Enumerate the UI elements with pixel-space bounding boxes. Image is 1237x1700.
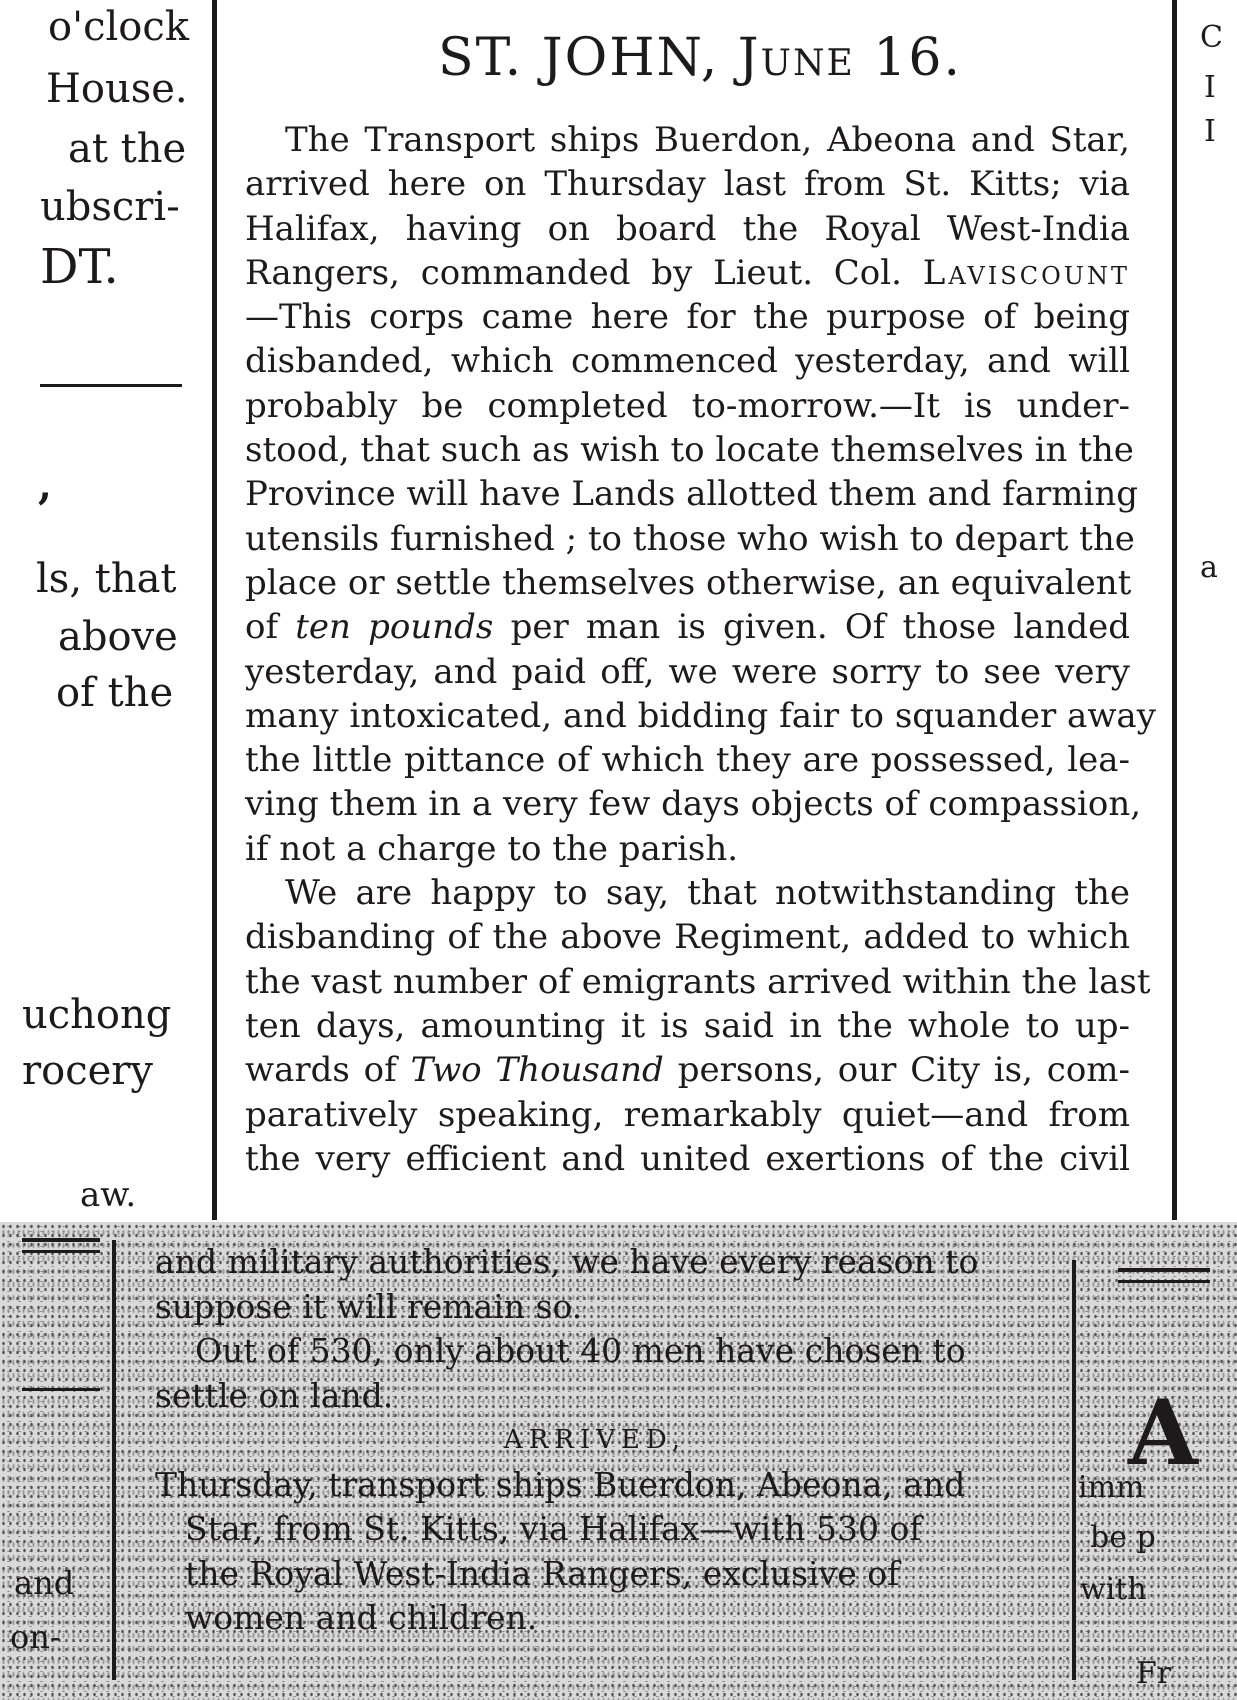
- lower-right-divider-2: [1118, 1280, 1210, 1283]
- text-line: arrived here on Thursday last from St. Kitts; via: [245, 164, 1130, 205]
- left-column-divider: [40, 384, 182, 387]
- text-line: [245, 1048, 1130, 1092]
- arrived-heading: ARRIVED,: [503, 1425, 687, 1455]
- left-fragment: rocery: [22, 1048, 153, 1094]
- left-fragment: DT.: [40, 239, 119, 295]
- lower-right-divider-1: [1118, 1268, 1210, 1272]
- text-line-segment: wards of: [245, 1050, 397, 1091]
- lower-left-divider-1: [22, 1238, 100, 1242]
- commander-name: Laviscount: [922, 252, 1130, 293]
- left-fragment: House.: [46, 66, 188, 112]
- left-fragment: and: [14, 1564, 75, 1602]
- two-thousand-italic: Two Thousand: [410, 1050, 664, 1091]
- text-line: many intoxicated, and bidding fair to squander away: [245, 695, 1156, 736]
- text-line: disbanded, which commenced yesterday, and will: [245, 341, 1130, 382]
- text-line: ving them in a very few days objects of compassion,: [245, 784, 1142, 825]
- text-line: Halifax, having on board the Royal West-India: [245, 208, 1130, 249]
- text-line: [245, 605, 1130, 649]
- left-fragment: o'clock: [48, 4, 189, 50]
- text-line: —This corps came here for the purpose of being: [245, 297, 1130, 338]
- text-line: disbanding of the above Regiment, added to which: [245, 917, 1130, 958]
- text-line: the Royal West-India Rangers, exclusive of: [185, 1553, 900, 1593]
- text-line: the vast number of emigrants arrived within the last: [245, 961, 1151, 1002]
- lower-left-divider-3: [22, 1388, 100, 1391]
- text-line: paratively speaking, remarkably quiet—and from: [245, 1094, 1130, 1135]
- left-fragment: ubscri-: [40, 184, 180, 230]
- text-line: utensils furnished ; to those who wish to depart the: [245, 518, 1135, 559]
- right-fragment: I: [1204, 70, 1216, 105]
- column-rule-right-lower: [1072, 1260, 1076, 1680]
- column-rule-left-lower: [112, 1240, 116, 1680]
- left-fragment: aw.: [80, 1175, 137, 1215]
- text-line: Out of 530, only about 40 men have chosen to: [195, 1331, 966, 1370]
- left-fragment: on-: [10, 1618, 61, 1656]
- right-fragment: C: [1200, 20, 1223, 55]
- text-line: yesterday, and paid off, we were sorry to see very: [245, 651, 1130, 692]
- text-line: ten days, amounting it is said in the whole to up-: [245, 1005, 1130, 1046]
- text-line: Province will have Lands allotted them and farming: [245, 474, 1139, 515]
- text-line: suppose it will remain so.: [155, 1286, 583, 1326]
- article-body: [245, 118, 1156, 1181]
- text-line: Thursday, transport ships Buerdon, Abeona, and: [155, 1464, 966, 1504]
- right-fragment: a: [1200, 550, 1218, 585]
- article-headline: [250, 28, 1150, 88]
- text-line-segment: Rangers, commanded by Lieut. Col.: [245, 252, 902, 293]
- ten-pounds-italic: ten pounds: [295, 607, 494, 648]
- text-line: and military authorities, we have every reason to: [155, 1242, 979, 1281]
- right-fragment: I: [1204, 114, 1216, 149]
- right-fragment: be p: [1090, 1520, 1156, 1555]
- text-line: the very efficient and united exertions of the civil: [245, 1138, 1130, 1179]
- right-fragment: imm: [1078, 1470, 1145, 1505]
- left-fragment: ,: [38, 462, 52, 509]
- text-line: place or settle themselves otherwise, an equivalent: [245, 562, 1132, 603]
- text-line: stood, that such as wish to locate themselves in the: [245, 430, 1134, 471]
- text-line: the little pittance of which they are possessed, lea-: [245, 740, 1130, 781]
- text-line: women and children.: [185, 1598, 538, 1637]
- left-fragment: above: [58, 614, 178, 660]
- text-line: probably be completed to-morrow.—It is under-: [245, 385, 1130, 426]
- drop-cap-a: A: [1128, 1380, 1198, 1486]
- headline-place: ST. JOHN,: [438, 28, 720, 88]
- text-line-segment: persons, our City is, com-: [677, 1050, 1131, 1091]
- left-fragment: ls, that: [36, 556, 177, 602]
- text-line: if not a charge to the parish.: [245, 828, 739, 869]
- text-line: We are happy to say, that notwithstanding the: [285, 873, 1130, 914]
- text-line-segment: per man is given. Of those landed: [510, 607, 1131, 648]
- text-line: Star, from St. Kitts, via Halifax—with 530 of: [185, 1509, 922, 1548]
- left-fragment: of the: [56, 670, 174, 716]
- right-fragment: with: [1080, 1572, 1147, 1607]
- article-continuation: [155, 1240, 1035, 1641]
- lower-left-divider-2: [22, 1250, 100, 1253]
- column-rule-left: [212, 0, 217, 1220]
- text-line: settle on land.: [155, 1375, 394, 1415]
- text-line-segment: of: [245, 607, 279, 648]
- text-line: The Transport ships Buerdon, Abeona and Star,: [285, 120, 1130, 160]
- column-rule-right: [1172, 0, 1177, 1220]
- headline-date: June 16.: [737, 28, 962, 88]
- text-line: [245, 251, 1130, 295]
- left-fragment: uchong: [22, 992, 172, 1038]
- left-fragment: at the: [68, 126, 187, 172]
- right-fragment: Fr: [1136, 1656, 1172, 1691]
